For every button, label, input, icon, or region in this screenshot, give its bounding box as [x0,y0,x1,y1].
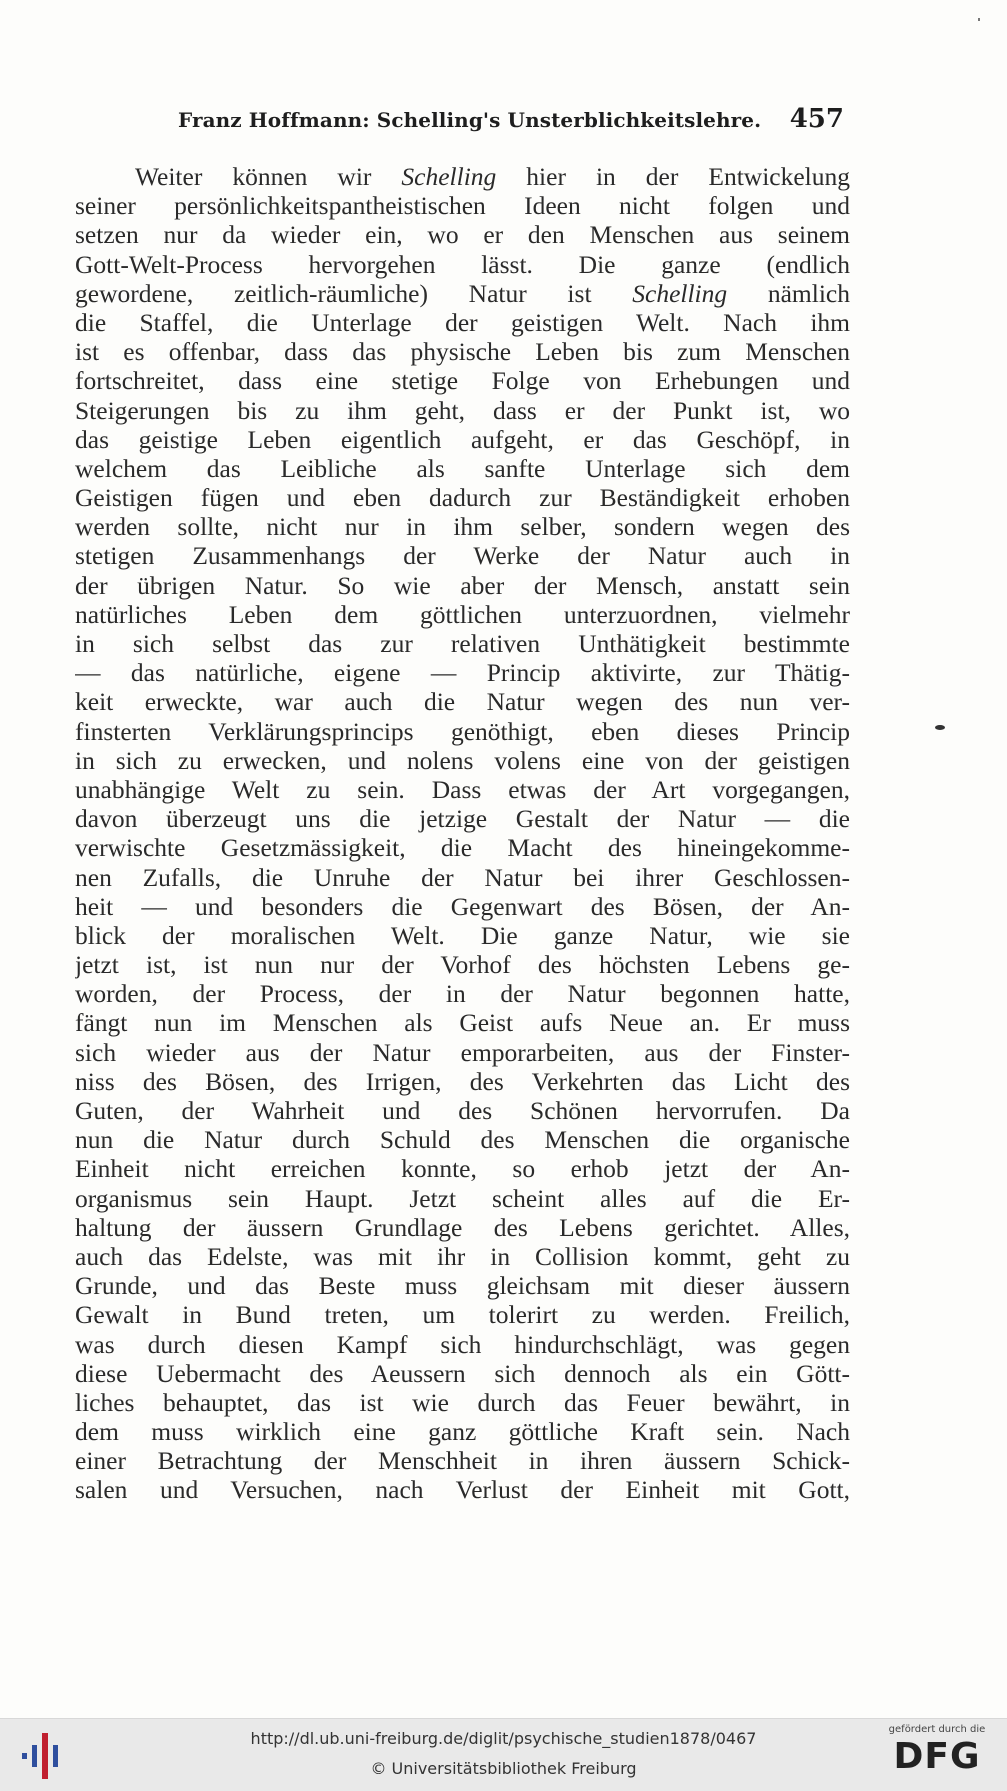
text-line: liches behauptet, das ist wie durch das Feuer bewährt, in [75,1387,850,1417]
text-line: Grunde, und das Beste muss gleichsam mit dieser äussern [75,1271,850,1301]
text-line: Geistigen fügen und eben dadurch zur Beständigkeit erhoben [75,483,850,513]
text-line: — das natürliche, eigene — Princip aktivirte, zur Thätig- [75,658,850,688]
text-line: nen Zufalls, die Unruhe der Natur bei ihrer Geschlossen- [75,862,850,892]
page-header [178,104,848,136]
text-line: seiner persönlichkeitspantheistischen Ideen nicht folgen und [75,191,850,221]
dfg-logo [877,1723,997,1787]
text-line: heit — und besonders die Gegenwart des Bösen, der An- [75,891,850,921]
dfg-wordmark: DFG [893,1736,981,1777]
text-line: der übrigen Natur. So wie aber der Mensch, anstatt sein [75,570,850,600]
text-line: jetzt ist, ist nun nur der Vorhof des höchsten Lebens ge- [75,950,850,980]
text-line: auch das Edelste, was mit ihr in Collision kommt, geht zu [75,1241,850,1271]
text-line: einer Betrachtung der Menschheit in ihren äussern Schick- [75,1446,850,1476]
text-line: verwischte Gesetzmässigkeit, die Macht des hineingekomme- [75,833,850,863]
text-line: was durch diesen Kampf sich hindurchschlägt, was gegen [75,1329,850,1359]
text-line: dem muss wirklich eine ganz göttliche Kraft sein. Nach [75,1417,850,1447]
text-line: gewordene, zeitlich-räumliche) Natur ist Schelling nämlich [75,278,850,308]
text-line: haltung der äussern Grundlage des Lebens gerichtet. Alles, [75,1212,850,1242]
text-line: Gewalt in Bund treten, um tolerirt zu werden. Freilich, [75,1300,850,1330]
copyright-notice: © Universitätsbibliothek Freiburg [370,1759,637,1778]
source-url-link[interactable]: http://dl.ub.uni-freiburg.de/diglit/psychische_studien1878/0467 [250,1729,757,1748]
text-line: fortschreitet, dass eine stetige Folge von Erhebungen und [75,366,850,396]
text-line: welchem das Leibliche als sanfte Unterlage sich dem [75,453,850,483]
text-line: davon überzeugt uns die jetzige Gestalt der Natur — die [75,804,850,834]
text-line: sich wieder aus der Natur emporarbeiten, aus der Finster- [75,1037,850,1067]
text-line: organismus sein Haupt. Jetzt scheint alles auf die Er- [75,1183,850,1213]
text-line: unabhängige Welt zu sein. Dass etwas der Art vorgegangen, [75,774,850,804]
text-line: niss des Bösen, des Irrigen, des Verkehrten das Licht des [75,1066,850,1096]
dfg-funded-label: gefördert durch die [888,1724,986,1735]
body-text [75,162,850,1505]
text-line: Gott-Welt-Process hervorgehen lässt. Die ganze (endlich [75,249,850,279]
text-line: worden, der Process, der in der Natur begonnen hatte, [75,979,850,1009]
text-line: keit erweckte, war auch die Natur wegen des nun ver- [75,687,850,717]
running-title: Franz Hoffmann: Schelling's Unsterblichkeitslehre. [178,108,762,132]
text-line: stetigen Zusammenhangs der Werke der Natur auch in [75,541,850,571]
text-line: fängt nun im Menschen als Geist aufs Neue an. Er muss [75,1008,850,1038]
text-line: in sich zu erwecken, und nolens volens eine von der geistigen [75,745,850,775]
text-line: werden sollte, nicht nur in ihm selber, sondern wegen des [75,512,850,542]
text-line: natürliches Leben dem göttlichen unterzuordnen, vielmehr [75,599,850,629]
page-number: 457 [789,104,844,134]
viewer-footer [0,1718,1007,1791]
text-line: Steigerungen bis zu ihm geht, dass er der Punkt ist, wo [75,395,850,425]
text-line: nun die Natur durch Schuld des Menschen die organische [75,1125,850,1155]
text-line: setzen nur da wieder ein, wo er den Menschen aus seinem [75,220,850,250]
text-line: finsterten Verklärungsprincips genöthigt, eben dieses Princip [75,716,850,746]
text-line: Einheit nicht erreichen konnte, so erhob jetzt der An- [75,1154,850,1184]
text-line: ist es offenbar, dass das physische Leben bis zum Menschen [75,337,850,367]
text-line: die Staffel, die Unterlage der geistigen Welt. Nach ihm [75,307,850,337]
text-line: salen und Versuchen, nach Verlust der Einheit mit Gott, [75,1475,850,1505]
text-line: das geistige Leben eigentlich aufgeht, er das Geschöpf, in [75,424,850,454]
text-line: blick der moralischen Welt. Die ganze Natur, wie sie [75,920,850,950]
text-line: in sich selbst das zur relativen Unthätigkeit bestimmte [75,629,850,658]
text-line: Guten, der Wahrheit und des Schönen hervorrufen. Da [75,1096,850,1125]
text-line: diese Uebermacht des Aeussern sich dennoch als ein Gött- [75,1358,850,1388]
text-line: Weiter können wir Schelling hier in der Entwickelung [135,162,850,191]
